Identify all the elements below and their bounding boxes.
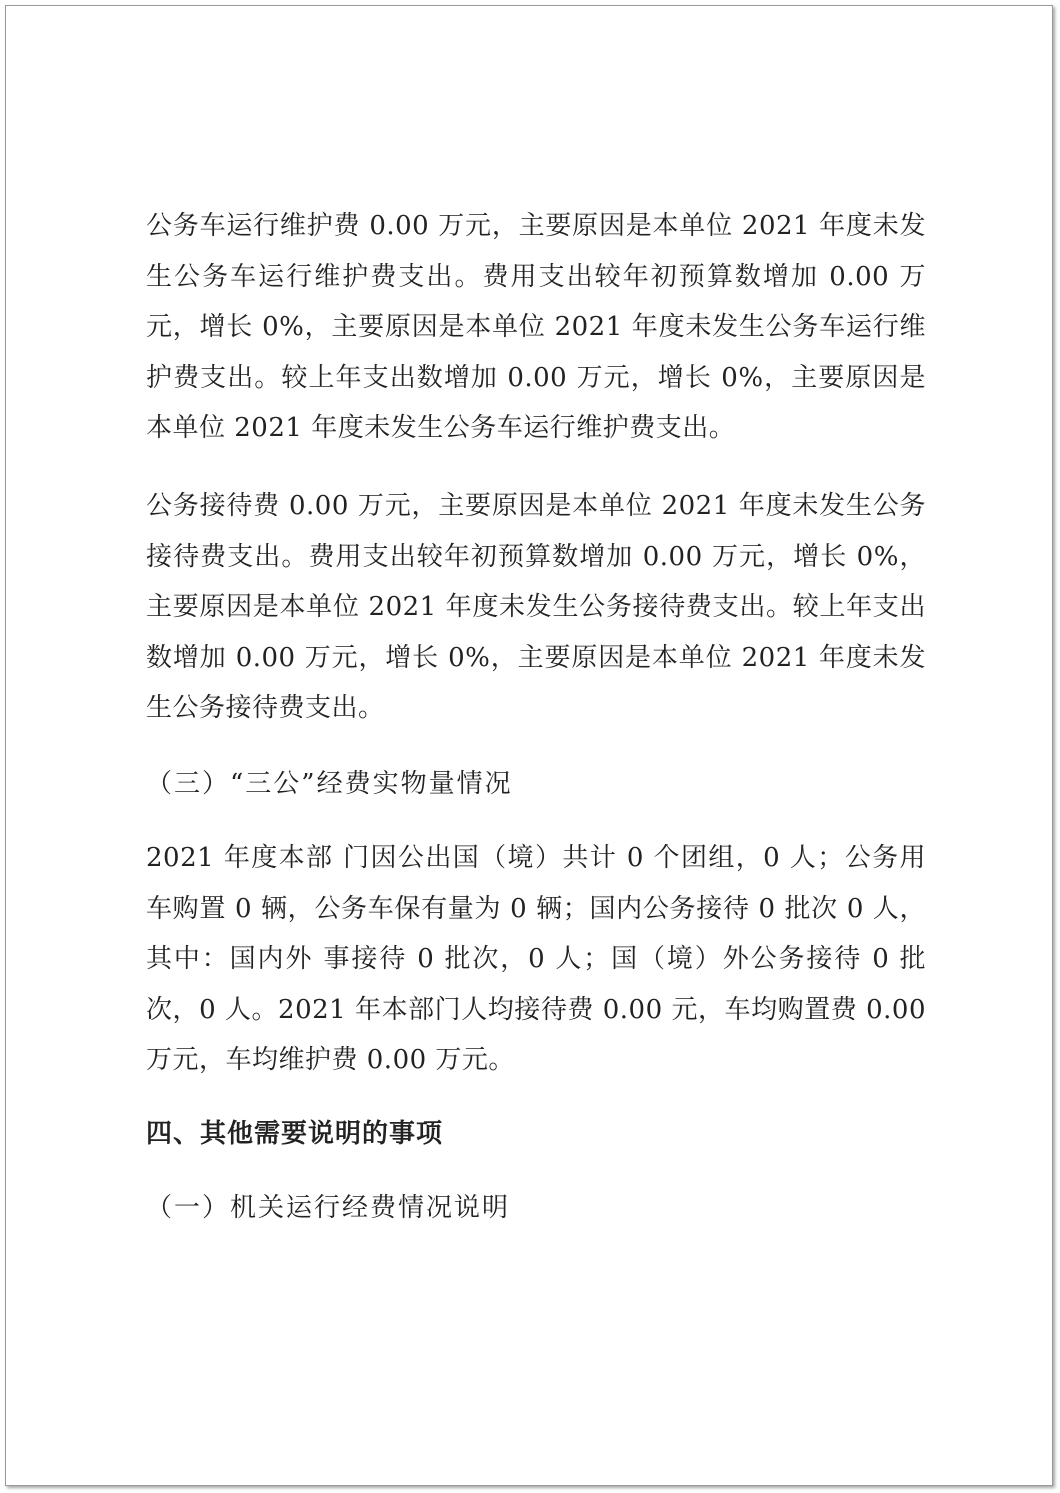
heading-sub-one: （一）机关运行经费情况说明 [146, 1193, 511, 1223]
document-body [146, 201, 926, 1233]
paragraph-vehicle-maintenance: 公务车运行维护费 0.00 万元，主要原因是本单位 2021 年度未发生公务车运行维护费支出。费用支出较年初预算数增加 0.00 万元，增长 0%，主要原因是本单位 2021 年度未发生公务车运行维护费支出。较上年支出数增加 0.00 万元，增长 0%，主要原因是本单位 2021 年度未发生公务车运行维护费支出。 [146, 211, 926, 443]
heading-section-four: 四、其他需要说明的事项 [146, 1119, 444, 1149]
paragraph-physical-quantity: 2021 年度本部 门因公出国（境）共计 0 个团组，0 人；公务用车购置 0 辆，公务车保有量为 0 辆；国内公务接待 0 批次 0 人，其中：国内外 事接待 0 批次，0 人；国（境）外公务接待 0 批次，0 人。2021 年本部门人均接待费 0.00 元，车均购置费 0.00 万元，车均维护费 0.00 万元。 [146, 843, 926, 1075]
document-page [5, 5, 1053, 1486]
paragraph-reception-fee: 公务接待费 0.00 万元，主要原因是本单位 2021 年度未发生公务接待费支出。费用支出较年初预算数增加 0.00 万元，增长 0%，主要原因是本单位 2021 年度未发生公务接待费支出。较上年支出数增加 0.00 万元，增长 0%，主要原因是本单位 2021 年度未发生公务接待费支出。 [146, 491, 926, 723]
heading-three-public-physical: （三）“三公”经费实物量情况 [146, 769, 513, 799]
